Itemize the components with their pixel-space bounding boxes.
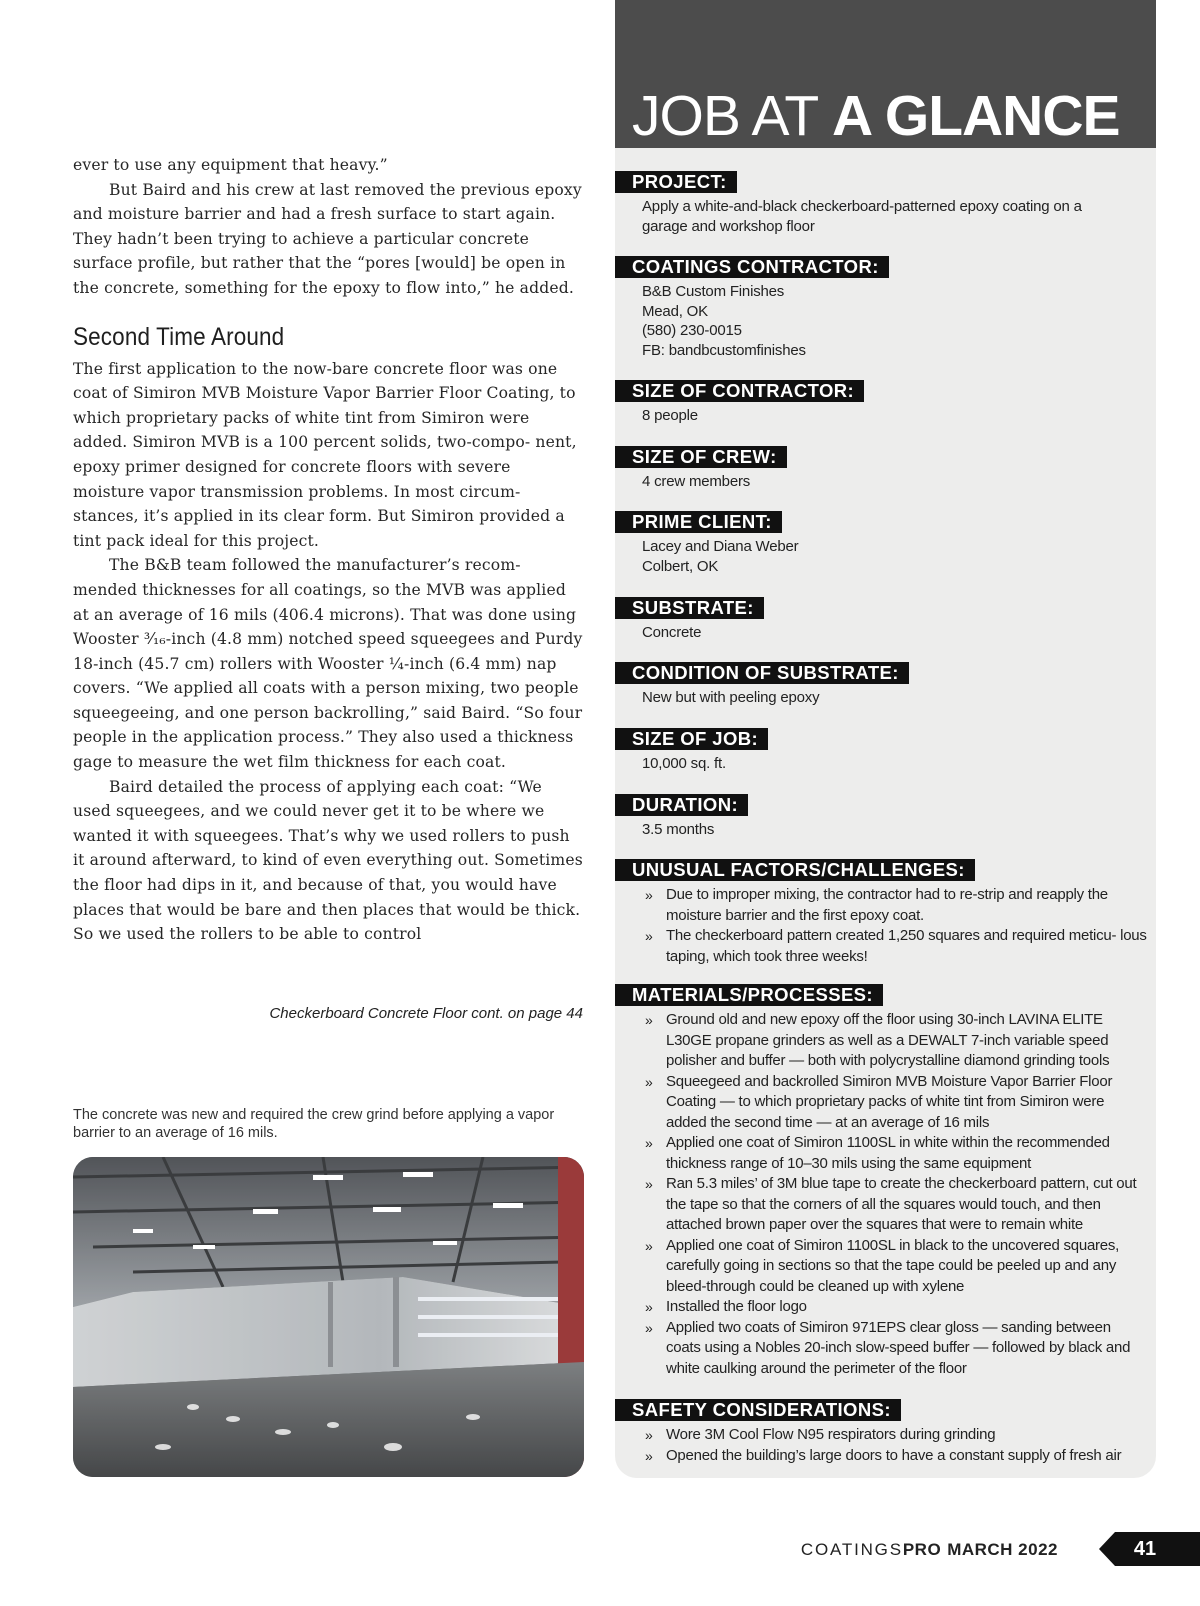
list-item: » The checkerboard pattern created 1,250 squares and required meticu- lous taping, which took three weeks! [645, 927, 1147, 965]
info-line: FB: bandbcustomfinishes [642, 341, 806, 359]
magazine-footer: COATINGSPRO MARCH 2022 [800, 1540, 1058, 1559]
list-item: » Opened the building’s large doors to have a constant supply of fresh air [645, 1446, 1122, 1464]
materials-section [615, 984, 1156, 1379]
list-item: » Due to improper mixing, the contractor had to re-strip and reapply the moisture barrier and the first epoxy coat. [645, 886, 1108, 924]
contractor-size-label: SIZE OF CONTRACTOR: [615, 380, 864, 402]
substrate-section [615, 597, 1156, 643]
duration-label: DURATION: [615, 794, 748, 816]
crew-size-section [615, 446, 1156, 492]
job-size-section [615, 728, 1156, 774]
continued-note: Checkerboard Concrete Floor cont. on page 44 [269, 1005, 583, 1022]
paragraph: ever to use any equipment that heavy.” [73, 156, 388, 174]
info-line: Apply a white-and-black checkerboard-patterned epoxy coating on a [642, 198, 1082, 215]
info-line: (580) 230-0015 [642, 322, 742, 340]
crew-size-label: SIZE OF CREW: [615, 446, 787, 468]
project-section [615, 171, 1156, 236]
list-item: » Wore 3M Cool Flow N95 respirators during grinding [645, 1426, 996, 1443]
condition-label: CONDITION OF SUBSTRATE: [615, 662, 909, 684]
duration-section [615, 794, 1156, 840]
list-item: » Applied one coat of Simiron 1100SL in white within the recommended thickness range of 10–30 mils using the same equipment [645, 1134, 1110, 1172]
list-item: » Applied one coat of Simiron 1100SL in black to the uncovered squares, carefully going in sections so that the tape could be peeled up and any bleed-through could be cleaned up with xylene [645, 1236, 1120, 1295]
photo-caption: The concrete was new and required the crew grind before applying a vapor barrier to an average of 16 mils. [73, 1107, 555, 1141]
client-label: PRIME CLIENT: [615, 511, 782, 533]
contractor-label: COATINGS CONTRACTOR: [615, 256, 889, 278]
info-line: Concrete [642, 624, 702, 641]
list-item: » Squeegeed and backrolled Simiron MVB Moisture Vapor Barrier Floor Coating — to which proprietary packs of white tint from Simiron were added the second time — at an average of 16 mils [645, 1072, 1113, 1131]
project-label: PROJECT: [615, 171, 737, 193]
unusual-label: UNUSUAL FACTORS/CHALLENGES: [615, 859, 975, 881]
list-item: » Applied two coats of Simiron 971EPS clear gloss — sanding between coats using a Nobles 20-inch slow-speed buffer — followed by black and white caulking around the perimeter of the floor [645, 1318, 1131, 1377]
info-line: 4 crew members [642, 473, 751, 490]
unusual-section [615, 859, 1156, 967]
job-size-label: SIZE OF JOB: [615, 728, 768, 750]
paragraph: The first application to the now-bare concrete floor was one coat of Simiron MVB Moisture Vapor Barrier Floor Coating, to which proprietary packs of white tint from Simiron were added. Simiron MVB is a 100 percent solids, two-compo- nent, epoxy primer designed for concrete floors with severe moisture vapor transmission problems. In most circum- stances, it’s applied in its clear form. But Simiron provided a tint pack ideal for this project. [73, 359, 577, 550]
condition-section [615, 662, 1156, 708]
info-line: Mead, OK [642, 302, 708, 320]
paragraph: The B&B team followed the manufacturer’s recom- mended thicknesses for all coatings, so the MVB was applied at an average of 16 mils (406.4 microns). That was done using Wooster ³⁄₁₆-inch (4.8 mm) notched speed squeegees and Purdy 18-inch (45.7 cm) rollers with Wooster ¼-inch (6.4 mm) nap covers. “We applied all coats with a person mixing, two people squeegeeing, and one person backrolling,” said Baird. “So four people in the application process.” They also used a thickness gage to measure the wet film thickness for each coat. [73, 556, 583, 772]
list-item: » Installed the floor logo [645, 1298, 807, 1315]
info-line: 10,000 sq. ft. [642, 755, 726, 772]
info-line: B&B Custom Finishes [642, 283, 785, 300]
client-section [615, 511, 1156, 576]
info-line: garage and workshop floor [642, 217, 815, 235]
article-column [73, 153, 583, 947]
contractor-size-section [615, 380, 1156, 426]
info-line: 3.5 months [642, 821, 715, 838]
materials-label: MATERIALS/PROCESSES: [615, 984, 883, 1006]
paragraph: But Baird and his crew at last removed the previous epoxy and moisture barrier and had a fresh surface to start again. They hadn’t been trying to achieve a particular concrete surface profile, but rather that the “pores [would] be open in the concrete, something for the epoxy to flow into,” he added. [73, 180, 582, 297]
info-line: New but with peeling epoxy [642, 689, 820, 706]
list-item: » Ran 5.3 miles’ of 3M blue tape to create the checkerboard pattern, cut out the tape so that the corners of all the squares would touch, and then attached brown paper over the squares that were to remain white [645, 1175, 1137, 1233]
substrate-label: SUBSTRATE: [615, 597, 764, 619]
info-line: Lacey and Diana Weber [642, 538, 799, 555]
section-subhead: Second Time Around [73, 322, 285, 351]
warehouse-photo [73, 1157, 584, 1477]
panel-title: JOB AT A GLANCE [632, 84, 1120, 148]
page-number: 41 [1133, 1538, 1157, 1560]
contractor-section [615, 256, 1156, 360]
info-line: Colbert, OK [642, 557, 719, 575]
paragraph: Baird detailed the process of applying each coat: “We used squeegees, and we could never get it to be where we wanted it with squeegees. That’s why we used rollers to push it around afterward, to kind of even everything out. Sometimes the floor had dips in it, and because of that, you would have places that would be bare and then places that would be thick. So we used the rollers to be able to control [73, 777, 583, 944]
safety-label: SAFETY CONSIDERATIONS: [615, 1399, 901, 1421]
safety-section [615, 1399, 1156, 1466]
list-item: » Ground old and new epoxy off the floor using 30-inch LAVINA ELITE L30GE propane grinders as well as a DEWALT 7-inch variable speed polisher and buffer — both with polycrystalline diamond grinding tools [645, 1011, 1110, 1069]
info-line: 8 people [642, 407, 698, 424]
